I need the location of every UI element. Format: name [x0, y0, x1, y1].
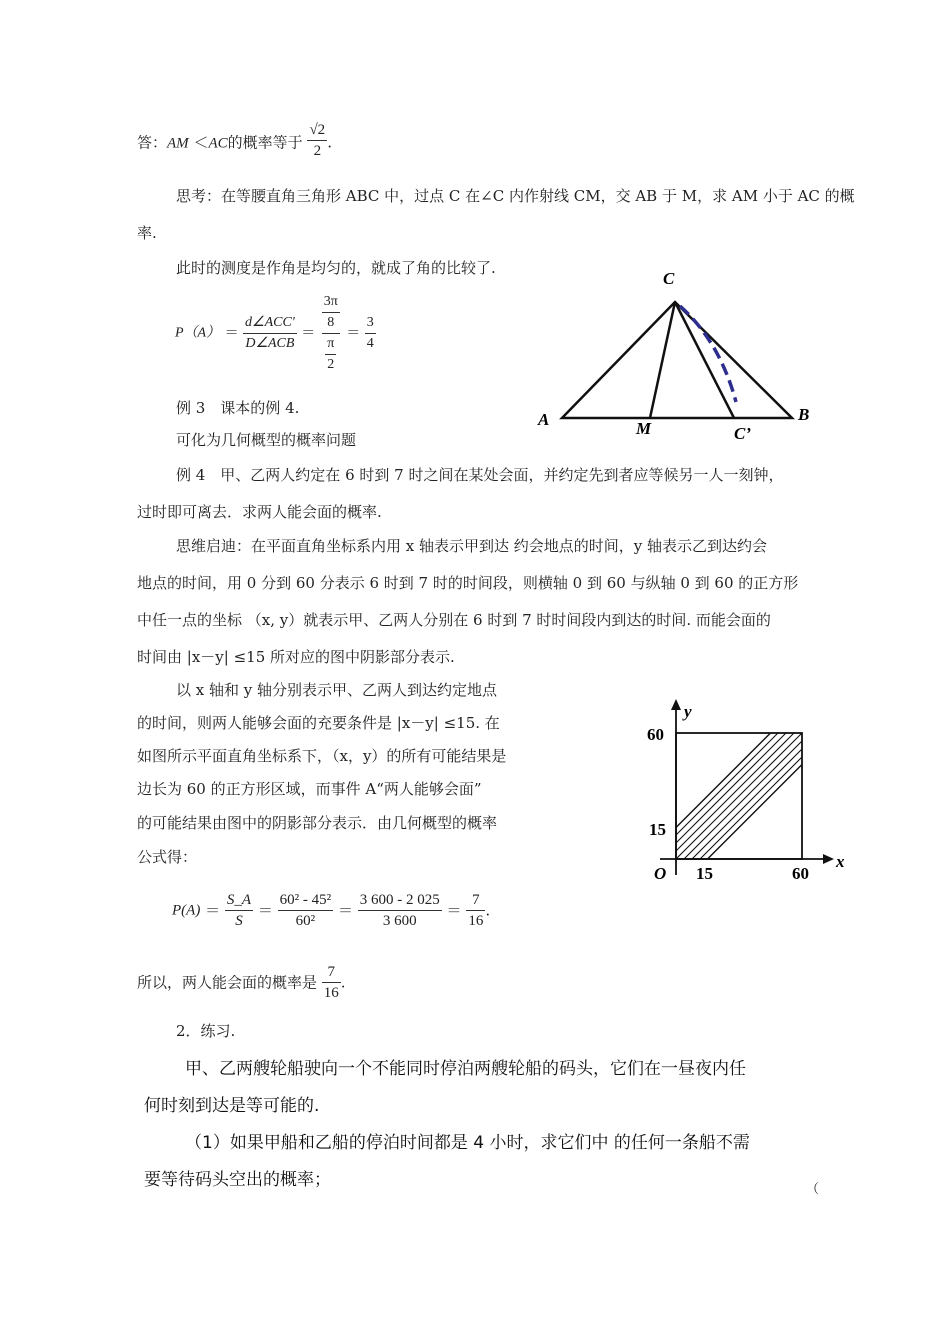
formula2-eq3: ＝	[337, 901, 353, 920]
band-upper-edge	[676, 733, 771, 828]
example4-line1: 例 4 甲、乙两人约定在 6 时到 7 时之间在某处会面，并约定先到者应等候另一人一刻钟，	[176, 466, 784, 484]
formula2-f1-num: S_A	[225, 890, 253, 911]
label-origin: O	[654, 864, 667, 883]
hatch-line	[676, 733, 778, 835]
formula2-frac1	[225, 890, 253, 931]
example3-line2: 可化为几何概型的概率问题	[176, 431, 357, 449]
formula1-eq3: ＝	[346, 325, 361, 342]
answer-lt: ＜	[193, 133, 209, 152]
answer-mid: 的概率等于	[227, 133, 303, 152]
formula-2	[172, 890, 490, 931]
answer-line	[137, 122, 332, 161]
formula1-lhs: P（A）	[175, 325, 221, 341]
formula2-f4-den: 16	[468, 913, 484, 929]
formula2-f4-num: 7	[466, 890, 485, 911]
tick-y-60: 60	[647, 725, 664, 744]
solution-line3: 如图所示平面直角坐标系下，（x，y）的所有可能结果是	[137, 747, 507, 765]
hint-line2: 地点的时间，用 0 分到 60 分表示 6 时到 7 时的时间段，则横轴 0 到 60 与纵轴 0 到 60 的正方形	[137, 574, 799, 592]
label-b: B	[798, 405, 810, 424]
formula1-bottom-frac	[325, 334, 336, 375]
formula1-angle-bottom	[320, 334, 342, 375]
formula2-f2-den: 60²	[295, 913, 316, 929]
practice-stray-paren: （	[806, 1182, 820, 1197]
formula1-measure-fraction	[243, 313, 297, 354]
label-y: y	[684, 702, 692, 721]
formula1-top-frac	[322, 292, 340, 334]
formula2-eq2: ＝	[257, 901, 273, 920]
formula1-den: D∠ACB	[245, 336, 295, 351]
tick-x-60: 60	[792, 864, 809, 883]
formula1-result	[365, 313, 376, 354]
formula2-f1-den: S	[235, 913, 243, 929]
formula2-end: .	[485, 901, 491, 920]
triangle-abc	[562, 302, 792, 418]
hatch-line	[700, 757, 802, 859]
label-c: C	[663, 269, 675, 288]
formula2-f3-den: 3 600	[382, 913, 417, 929]
practice-line2: 何时刻到达是等可能的.	[144, 1096, 320, 1116]
meeting-region-diagram	[640, 695, 855, 890]
formula2-frac3	[358, 890, 442, 931]
formula1-angle-top	[320, 292, 342, 334]
formula1-eq1: ＝	[224, 325, 239, 342]
hatch-line	[676, 733, 794, 851]
answer-frac-num: √2	[307, 120, 327, 141]
label-x: x	[836, 852, 845, 871]
practice-heading: 2．练习.	[176, 1022, 236, 1040]
formula2-lhs: P(A)	[172, 902, 201, 919]
solution-line6: 公式得：	[137, 848, 198, 866]
formula2-f3-num: 3 600 - 2 025	[358, 890, 442, 911]
answer-end: .	[327, 133, 332, 152]
solution-line5: 的可能结果由图中的阴影部分表示．由几何概型的概率	[137, 814, 498, 832]
conclusion-den: 16	[323, 985, 339, 1001]
triangle-diagram	[530, 262, 820, 452]
hint-line1: 思维启迪：在平面直角坐标系内用 x 轴表示甲到达 约会地点的时间，y 轴表示乙到达约会	[176, 537, 768, 555]
solution-line1: 以 x 轴和 y 轴分别表示甲、乙两人到达约定地点	[176, 681, 498, 699]
shaded-band	[676, 733, 802, 859]
formula1-bottom-den: 2	[327, 357, 335, 372]
practice-line4: 要等待码头空出的概率；	[144, 1170, 331, 1190]
formula1-eq2: ＝	[301, 325, 316, 342]
formula2-frac2	[278, 890, 334, 931]
formula1-result-num: 3	[365, 313, 376, 334]
formula1-angle-fraction	[320, 292, 342, 375]
y-axis-arrow-icon	[671, 699, 681, 710]
solution-line4: 边长为 60 的正方形区域，而事件 A“两人能够会面”	[137, 780, 482, 798]
thinking-line3: 此时的测度是作角是均匀的，就成了角的比较了.	[176, 259, 496, 277]
label-m: M	[636, 419, 652, 438]
conclusion-line	[137, 962, 346, 1003]
hatch-line	[676, 733, 786, 843]
formula2-f2-num: 60² - 45²	[278, 890, 334, 911]
segment-cc-prime	[675, 302, 734, 418]
thinking-line2: 率.	[137, 224, 157, 242]
solution-line2: 的时间，则两人能够会面的充要条件是 |x－y| ≤15. 在	[137, 714, 500, 732]
hatch-line	[692, 749, 802, 859]
label-c-prime: C’	[734, 424, 751, 443]
tick-x-15: 15	[696, 864, 713, 883]
answer-fraction	[307, 120, 327, 161]
tick-y-15: 15	[649, 820, 666, 839]
conclusion-num: 7	[322, 962, 341, 983]
hatch-line	[684, 741, 802, 859]
answer-frac-den: 2	[313, 143, 322, 159]
formula1-result-den: 4	[366, 336, 374, 351]
answer-am: AM	[167, 135, 189, 152]
hint-line3: 中任一点的坐标 （x, y）就表示甲、乙两人分别在 6 时到 7 时时间段内到达的时间. 而能会面的	[137, 611, 771, 629]
hatch-line	[676, 733, 802, 859]
formula2-eq4: ＝	[446, 901, 462, 920]
answer-prefix: 答：	[137, 133, 168, 152]
hint-line4: 时间由 |x－y| ≤15 所对应的图中阴影部分表示.	[137, 648, 455, 666]
label-a: A	[538, 410, 550, 429]
formula1-top-num: 3π	[322, 292, 340, 313]
practice-line1: 甲、乙两艘轮船驶向一个不能同时停泊两艘轮船的码头，它们在一昼夜内任	[185, 1059, 746, 1079]
x-axis-arrow-icon	[823, 854, 834, 864]
conclusion-text: 所以，两人能会面的概率是	[137, 973, 318, 992]
answer-ac: AC	[208, 135, 228, 152]
example3-line1: 例 3 课本的例 4.	[176, 399, 300, 417]
formula1-num: d∠ACC'	[243, 313, 297, 334]
example4-line2: 过时即可离去．求两人能会面的概率.	[137, 503, 382, 521]
conclusion-fraction	[322, 962, 341, 1003]
conclusion-end: .	[340, 973, 346, 992]
practice-line3: （1）如果甲船和乙船的停泊时间都是 4 小时，求它们中 的任何一条船不需	[185, 1133, 750, 1153]
thinking-line1: 思考：在等腰直角三角形 ABC 中，过点 C 在∠C 内作射线 CM，交 AB 于 M，求 AM 小于 AC 的概	[176, 187, 855, 205]
formula2-frac4	[466, 890, 485, 931]
segment-cm	[650, 302, 675, 418]
band-lower-edge	[708, 765, 803, 860]
formula1-top-den: 8	[322, 313, 340, 334]
formula-1	[175, 292, 376, 375]
formula2-eq1: ＝	[205, 901, 221, 920]
formula1-bottom-num: π	[325, 334, 336, 355]
